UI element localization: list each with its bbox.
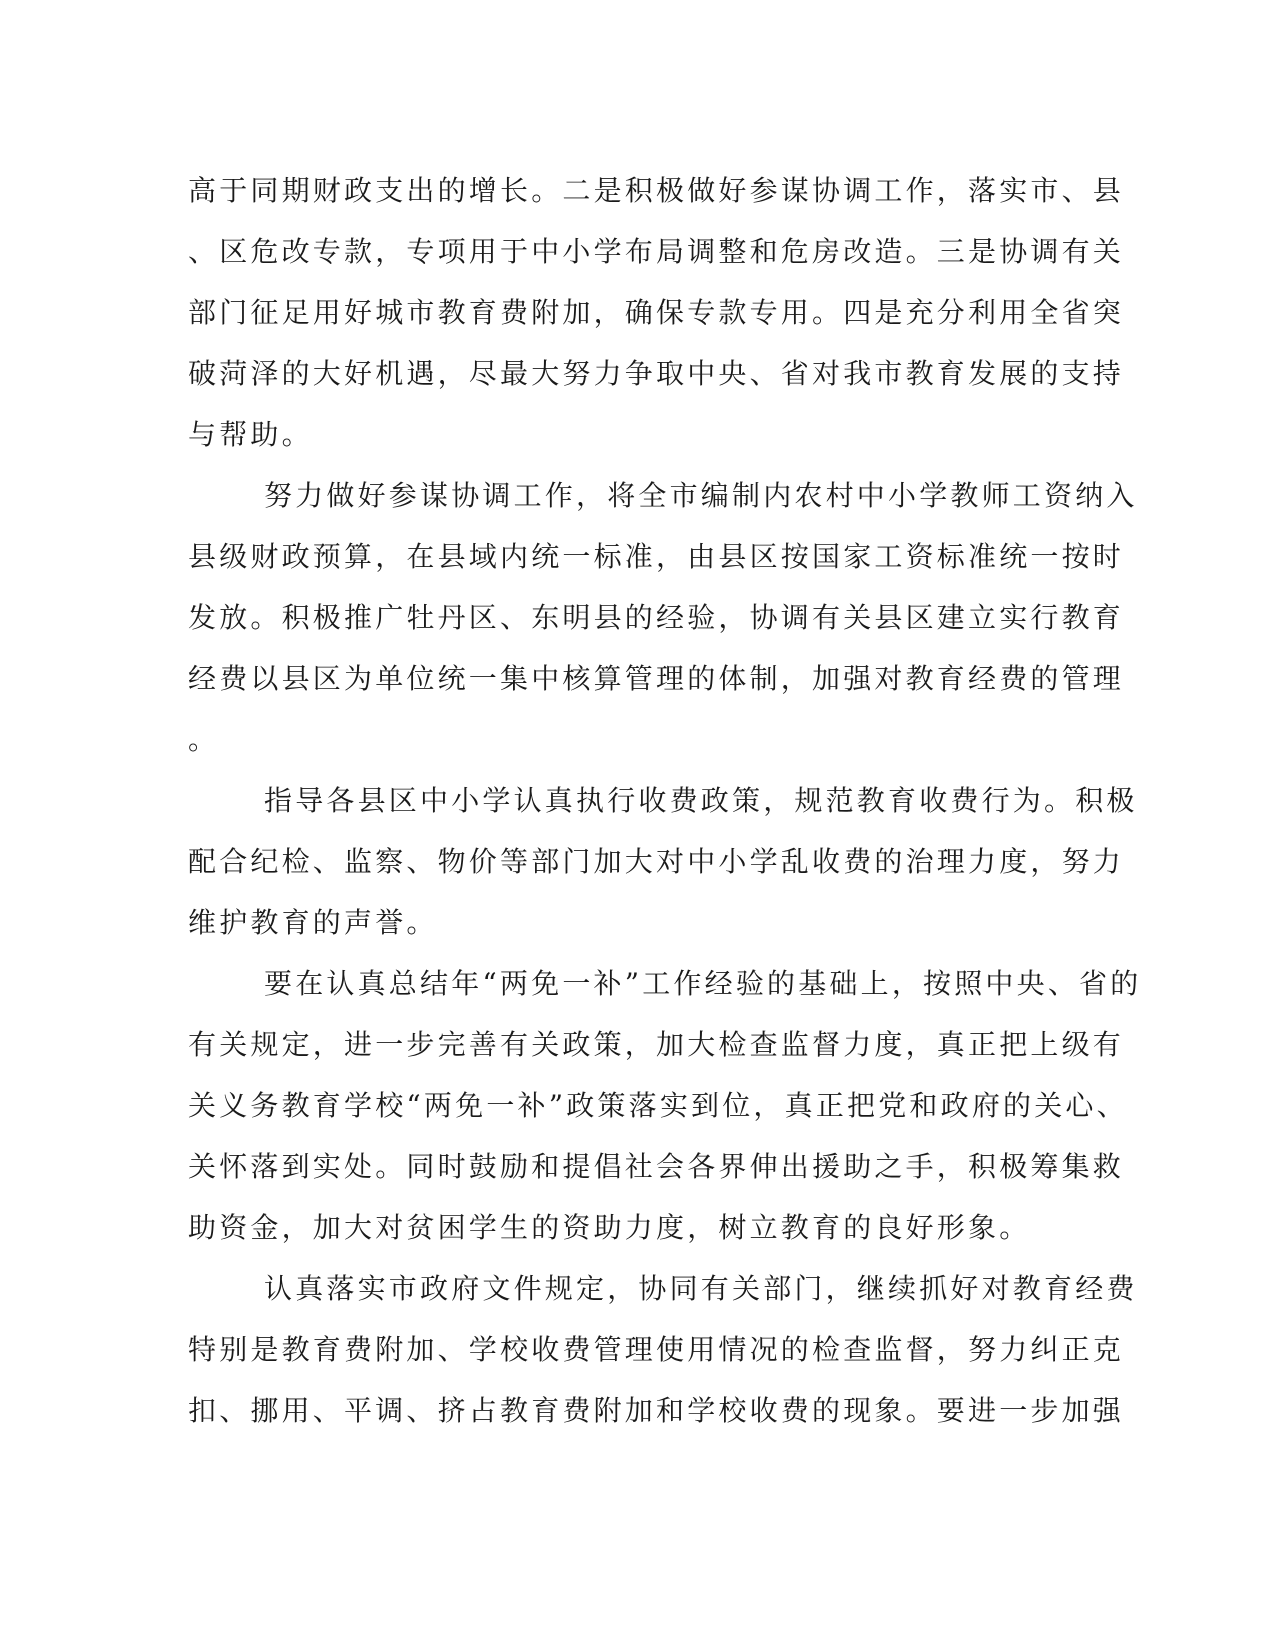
text-line: 发放。积极推广牡丹区、东明县的经验，协调有关县区建立实行教育 [188,601,1125,634]
paragraph-2 [188,465,1138,770]
paragraph-3 [188,770,1138,953]
text-line: 维护教育的声誉。 [188,906,438,939]
text-line: 与帮助。 [188,418,313,451]
text-line: 。 [188,723,220,756]
text-line: 认真落实市政府文件规定，协同有关部门，继续抓好对教育经费 [264,1272,1138,1305]
text-line: 、区危改专款，专项用于中小学布局调整和危房改造。三是协调有关 [188,235,1125,268]
text-line: 高于同期财政支出的增长。二是积极做好参谋协调工作，落实市、县 [188,174,1125,207]
text-line: 关怀落到实处。同时鼓励和提倡社会各界伸出援助之手，积极筹集救 [188,1150,1125,1183]
text-line: 破菏泽的大好机遇，尽最大努力争取中央、省对我市教育发展的支持 [188,357,1125,390]
text-line: 县级财政预算，在县域内统一标准，由县区按国家工资标准统一按时 [188,540,1125,573]
text-line: 有关规定，进一步完善有关政策，加大检查监督力度，真正把上级有 [188,1028,1125,1061]
paragraph-1 [188,160,1125,465]
text-line: 配合纪检、监察、物价等部门加大对中小学乱收费的治理力度，努力 [188,845,1125,878]
text-line: 助资金，加大对贫困学生的资助力度，树立教育的良好形象。 [188,1211,1031,1244]
paragraph-4 [188,953,1142,1258]
paragraph-5 [188,1258,1138,1441]
text-line: 经费以县区为单位统一集中核算管理的体制，加强对教育经费的管理 [188,662,1125,695]
text-line: 指导各县区中小学认真执行收费政策，规范教育收费行为。积极 [264,784,1138,817]
text-line: 关义务教育学校“两免一补”政策落实到位，真正把党和政府的关心、 [188,1089,1128,1122]
text-line: 努力做好参谋协调工作，将全市编制内农村中小学教师工资纳入 [264,479,1138,512]
text-line: 要在认真总结年“两免一补”工作经验的基础上，按照中央、省的 [264,967,1142,1000]
text-line: 特别是教育费附加、学校收费管理使用情况的检查监督，努力纠正克 [188,1333,1125,1366]
document-body [188,160,1142,1441]
text-line: 部门征足用好城市教育费附加，确保专款专用。四是充分利用全省突 [188,296,1125,329]
text-line: 扣、挪用、平调、挤占教育费附加和学校收费的现象。要进一步加强 [188,1394,1125,1427]
